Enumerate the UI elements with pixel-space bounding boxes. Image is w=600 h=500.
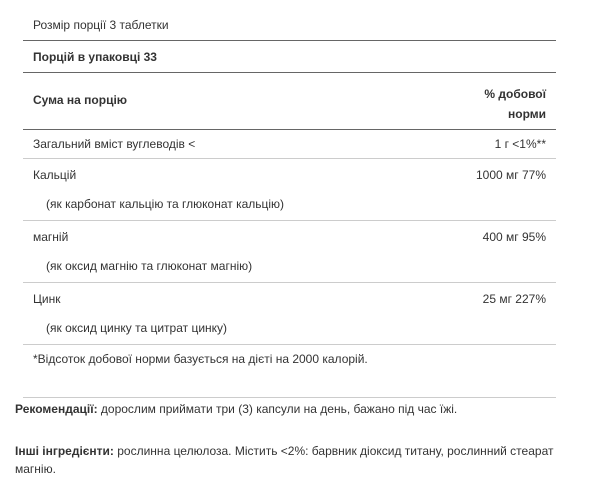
nutrient-row-magnesium	[23, 221, 556, 252]
servings-per-container-row	[23, 41, 556, 73]
nutrient-source: (як оксид магнію та глюконат магнію)	[46, 259, 253, 273]
daily-value-footnote-row	[23, 345, 556, 398]
daily-value-header	[426, 84, 546, 124]
recommendations-paragraph	[15, 400, 575, 418]
daily-value-footnote: *Відсоток добової норми базується на дієті на 2000 калорій.	[33, 352, 368, 366]
daily-value-header-line2: норми	[507, 107, 546, 121]
nutrient-value: 25 мг 227%	[482, 292, 546, 306]
servings-per-container-text: Порцій в упаковці 33	[33, 50, 157, 64]
carbohydrates-row	[23, 130, 556, 159]
nutrient-source: (як оксид цинку та цитрат цинку)	[46, 321, 228, 335]
nutrient-name: Кальцій	[33, 168, 77, 182]
nutrient-name: магній	[33, 230, 69, 244]
carbohydrates-value: 1 г <1%**	[494, 137, 546, 151]
daily-value-header-line1: % добової	[484, 87, 546, 101]
nutrient-row-calcium	[23, 159, 556, 190]
nutrient-name: Цинк	[33, 292, 61, 306]
serving-size-text: Розмір порції 3 таблетки	[33, 18, 169, 32]
other-ingredients-label: Інші інгредієнти:	[15, 444, 114, 458]
supplement-facts-table	[23, 0, 556, 398]
table-header-row	[23, 73, 556, 130]
amount-per-serving-header: Сума на порцію	[33, 93, 128, 107]
recommendations-text: дорослим приймати три (3) капсули на день, бажано під час їжі.	[97, 402, 458, 416]
serving-size-row	[23, 0, 556, 41]
nutrient-source-row-magnesium	[23, 252, 556, 283]
nutrient-value: 1000 мг 77%	[475, 168, 546, 182]
nutrient-value: 400 мг 95%	[482, 230, 546, 244]
recommendations-label: Рекомендації:	[15, 402, 98, 416]
nutrient-row-zinc	[23, 283, 556, 314]
carbohydrates-label: Загальний вміст вуглеводів <	[33, 137, 196, 151]
other-ingredients-text: рослинна целюлоза. Містить <2%: барвник діоксид титану, рослинний стеарат магнію.	[15, 444, 554, 476]
nutrient-source: (як карбонат кальцію та глюконат кальцію)	[46, 197, 285, 211]
nutrient-source-row-calcium	[23, 190, 556, 221]
nutrient-source-row-zinc	[23, 314, 556, 345]
other-ingredients-paragraph	[15, 442, 575, 478]
